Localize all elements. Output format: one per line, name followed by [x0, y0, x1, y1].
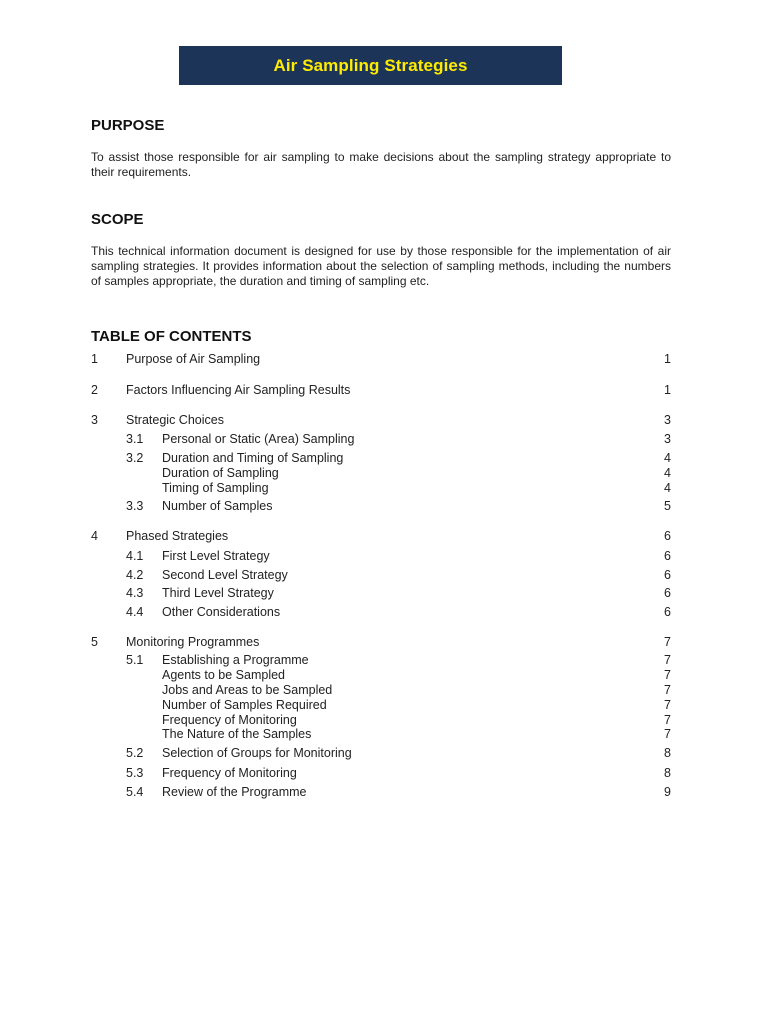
- toc-number: 5.2: [126, 746, 144, 760]
- toc-number: 3.1: [126, 432, 144, 446]
- toc-page-number: 5: [664, 499, 671, 513]
- toc-page-number: 3: [664, 413, 671, 427]
- toc-number: 5.1: [126, 653, 144, 667]
- toc-entry-label[interactable]: Second Level Strategy: [162, 568, 288, 582]
- scope-text: This technical information document is designed for use by those responsible for the implementation of air sampling strategies. It provides information about the selection of sampling methods, including the numbers of samples appropriate, the duration and timing of sampling etc.: [91, 244, 671, 288]
- toc-entry-label[interactable]: Review of the Programme: [162, 785, 307, 799]
- toc-page-number: 6: [664, 549, 671, 563]
- toc-entry-label[interactable]: First Level Strategy: [162, 549, 270, 563]
- document-title: Air Sampling Strategies: [273, 55, 468, 75]
- purpose-text: To assist those responsible for air sampling to make decisions about the sampling strategy appropriate to their requirements.: [91, 150, 671, 179]
- toc-page-number: 7: [664, 713, 671, 727]
- toc-page-number: 6: [664, 568, 671, 582]
- toc-entry-label[interactable]: Purpose of Air Sampling: [126, 352, 261, 366]
- toc-number: 4: [91, 529, 98, 543]
- toc-entry-label[interactable]: Strategic Choices: [126, 413, 224, 427]
- toc-number: 5: [91, 635, 98, 649]
- toc-heading: TABLE OF CONTENTS: [91, 328, 252, 345]
- toc-number: 4.1: [126, 549, 144, 563]
- toc-page-number: 1: [664, 383, 671, 397]
- toc-page-number: 8: [664, 746, 671, 760]
- toc-page-number: 6: [664, 605, 671, 619]
- toc-entry-label[interactable]: Frequency of Monitoring: [162, 713, 297, 727]
- toc-page-number: 3: [664, 432, 671, 446]
- toc-entry-label[interactable]: Monitoring Programmes: [126, 635, 260, 649]
- toc-page-number: 8: [664, 766, 671, 780]
- toc-entry-label[interactable]: Selection of Groups for Monitoring: [162, 746, 352, 760]
- toc-number: 4.3: [126, 586, 144, 600]
- toc-entry-label[interactable]: The Nature of the Samples: [162, 727, 312, 741]
- toc-entry-label[interactable]: Duration and Timing of Sampling: [162, 451, 344, 465]
- scope-heading: SCOPE: [91, 211, 144, 228]
- toc-number: 3.2: [126, 451, 144, 465]
- toc-entry-label[interactable]: Third Level Strategy: [162, 586, 274, 600]
- toc-page-number: 7: [664, 668, 671, 682]
- toc-entry-label[interactable]: Number of Samples: [162, 499, 273, 513]
- toc-entry-label[interactable]: Frequency of Monitoring: [162, 766, 297, 780]
- toc-entry-label[interactable]: Timing of Sampling: [162, 481, 269, 495]
- toc-number: 4.2: [126, 568, 144, 582]
- toc-entry-label[interactable]: Establishing a Programme: [162, 653, 309, 667]
- toc-entry-label[interactable]: Agents to be Sampled: [162, 668, 285, 682]
- toc-page-number: 6: [664, 586, 671, 600]
- toc-number: 3.3: [126, 499, 144, 513]
- toc-number: 5.4: [126, 785, 144, 799]
- toc-entry-label[interactable]: Jobs and Areas to be Sampled: [162, 683, 333, 697]
- toc-number: 3: [91, 413, 98, 427]
- toc-entry-label[interactable]: Phased Strategies: [126, 529, 229, 543]
- toc-page-number: 7: [664, 683, 671, 697]
- toc-number: 4.4: [126, 605, 144, 619]
- toc-page-number: 7: [664, 635, 671, 649]
- toc-page-number: 1: [664, 352, 671, 366]
- toc-entry-label[interactable]: Personal or Static (Area) Sampling: [162, 432, 355, 446]
- toc-number: 1: [91, 352, 98, 366]
- toc-page-number: 4: [664, 481, 671, 495]
- toc-page-number: 4: [664, 466, 671, 480]
- toc-page-number: 7: [664, 698, 671, 712]
- purpose-heading: PURPOSE: [91, 117, 165, 134]
- toc-page-number: 9: [664, 785, 671, 799]
- toc-page-number: 6: [664, 529, 671, 543]
- toc-number: 5.3: [126, 766, 144, 780]
- toc-page-number: 7: [664, 727, 671, 741]
- toc-entry-label[interactable]: Other Considerations: [162, 605, 281, 619]
- toc-entry-label[interactable]: Number of Samples Required: [162, 698, 327, 712]
- toc-page-number: 7: [664, 653, 671, 667]
- toc-entry-label[interactable]: Duration of Sampling: [162, 466, 279, 480]
- toc-number: 2: [91, 383, 98, 397]
- toc-entry-label[interactable]: Factors Influencing Air Sampling Results: [126, 383, 351, 397]
- toc-page-number: 4: [664, 451, 671, 465]
